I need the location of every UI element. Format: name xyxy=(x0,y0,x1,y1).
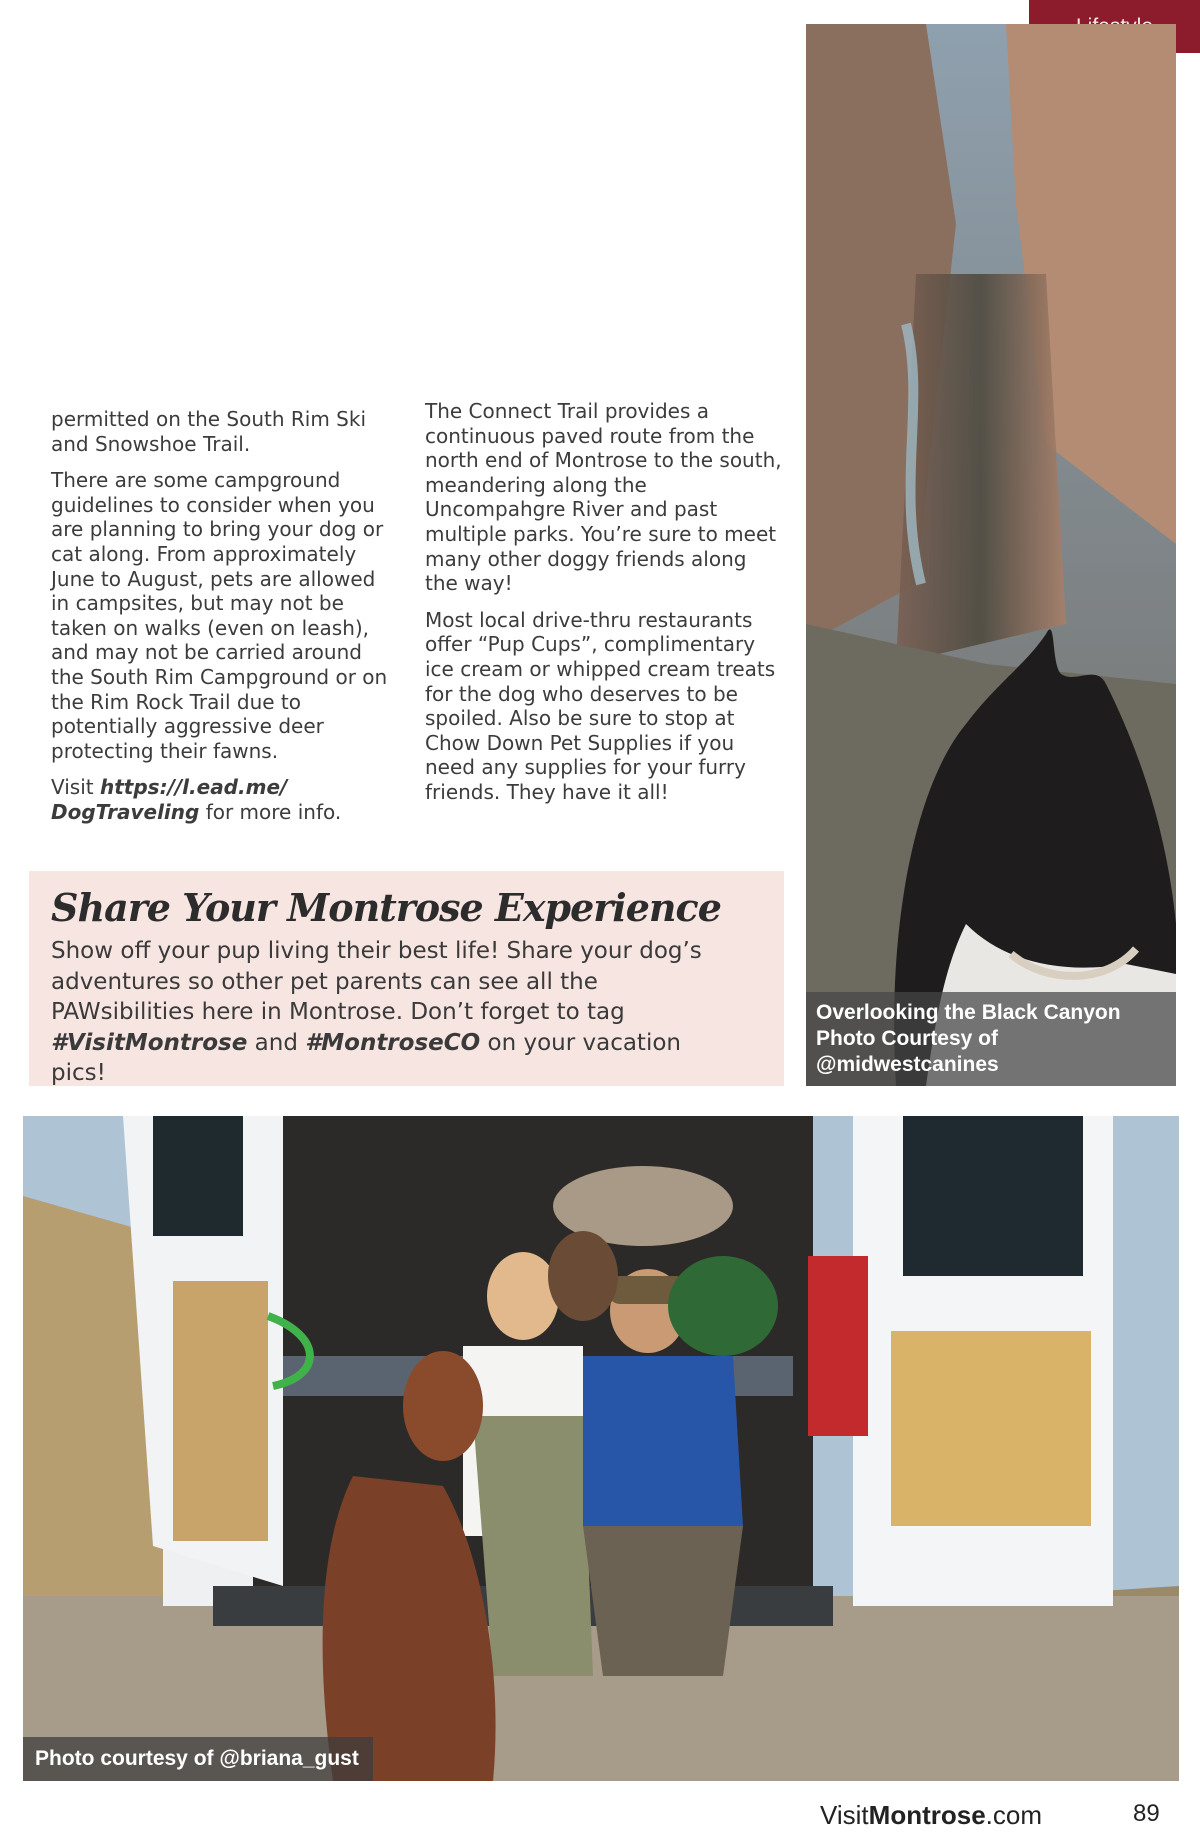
footer-site-suffix: .com xyxy=(985,1800,1042,1830)
van-dogs-photo xyxy=(23,1116,1179,1781)
footer-website[interactable] xyxy=(820,1800,1042,1831)
caption-line: Overlooking the Black Canyon xyxy=(816,1001,1121,1024)
hashtag: #VisitMontrose xyxy=(51,1029,248,1056)
visit-prefix: Visit xyxy=(51,775,100,800)
share-text: on your vacation pics! xyxy=(51,1029,681,1086)
hashtag: #MontroseCO xyxy=(305,1029,481,1056)
paragraph: permitted on the South Rim Ski and Snowshoe Trail. xyxy=(51,407,367,456)
caption-line: Photo Courtesy of xyxy=(816,1027,998,1050)
paragraph: There are some campground guidelines to consider when you are planning to bring your dog or cat along. From approximately June to August, pets are allowed in campsites, but may not be taken on walks (even on leash), and may not be carried around the South Rim Campground or on the Rim Rock Trail due to potentially aggressive deer protecting their fawns. xyxy=(51,468,388,763)
van-dogs-illustration xyxy=(23,1116,1179,1781)
paragraph: The Connect Trail provides a continuous paved route from the north end of Montrose to the south, meandering along the Uncompahgre River and past multiple parks. You’re sure to meet many other doggy friends along the way! xyxy=(425,399,782,596)
visit-suffix: for more info. xyxy=(199,799,342,824)
info-link[interactable]: https://l.ead.me/ DogTraveling xyxy=(51,775,288,824)
share-callout-box xyxy=(29,871,784,1086)
share-body xyxy=(51,936,731,1089)
article-column-right xyxy=(425,399,785,817)
paragraph: Most local drive-thru restaurants offer “Pup Cups”, complimentary ice cream or whipped cream treats for the dog who deserves to be spoiled. Also be sure to stop at Chow Down Pet Supplies if you need any supplies for your furry friends. They have it all! xyxy=(425,607,776,804)
article-column-left xyxy=(51,407,396,837)
footer-site-brand: Montrose xyxy=(868,1800,986,1830)
page-number: 89 xyxy=(1133,1800,1160,1827)
caption-line: @midwestcanines xyxy=(816,1053,999,1076)
paragraph xyxy=(51,775,396,824)
canyon-dog-illustration xyxy=(806,24,1176,1086)
van-photo-caption: Photo courtesy of @briana_gust xyxy=(23,1737,373,1781)
canyon-dog-photo xyxy=(806,24,1176,1086)
share-text: Show off your pup living their best life! Share your dog’s adventures so other pet parents can see all the PAWsibilities here in Montrose. Don’t forget to tag xyxy=(51,938,702,1025)
share-text: and xyxy=(247,1029,306,1056)
canyon-photo-caption xyxy=(806,992,1176,1086)
share-title: Share Your Montrose Experience xyxy=(51,885,721,930)
footer-site-prefix: Visit xyxy=(820,1800,869,1830)
